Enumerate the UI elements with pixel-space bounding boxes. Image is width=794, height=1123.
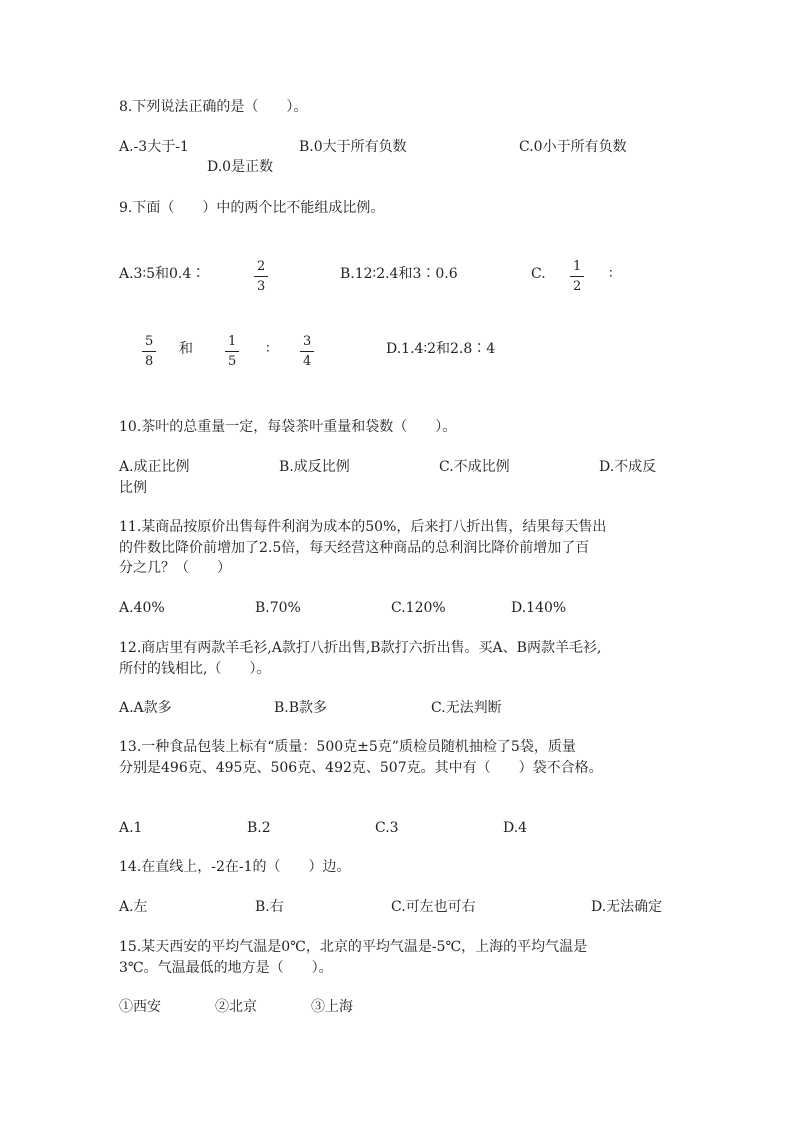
q11-stem-line1: 11.某商品按原价出售每件利润为成本的50%，后来打八折出售，结果每天售出 xyxy=(119,519,607,535)
q14-option-b: B.右 xyxy=(255,899,284,915)
q11-option-c: C.120% xyxy=(391,600,446,616)
q13-stem-line2: 分别是496克、495克、506克、492克、507克。其中有（ ）袋不合格。 xyxy=(119,760,603,776)
q10-option-d-wrap: 比例 xyxy=(119,480,147,496)
fraction-denominator: 2 xyxy=(573,279,582,294)
q9-option-c-label: C. xyxy=(531,266,546,282)
q9-option-b: B.12∶2.4和3∶0.6 xyxy=(340,266,458,282)
q11-option-a: A.40% xyxy=(119,600,165,616)
q13-option-c: C.3 xyxy=(375,820,399,836)
q8-option-c: C.0小于所有负数 xyxy=(519,139,627,155)
fraction-denominator: 3 xyxy=(257,279,266,294)
q9-colon-2: ∶ xyxy=(266,341,270,357)
q9-and-word: 和 xyxy=(179,341,193,357)
fraction-denominator: 4 xyxy=(303,354,312,369)
q8-option-d: D.0是正数 xyxy=(207,159,274,175)
q12-option-b: B.B款多 xyxy=(274,700,328,716)
q9-colon-1: ∶ xyxy=(609,266,613,282)
q8-option-b: B.0大于所有负数 xyxy=(299,139,407,155)
q12-stem-line1: 12.商店里有两款羊毛衫,A款打八折出售,B款打六折出售。买A、B两款羊毛衫, xyxy=(119,640,602,656)
q11-option-d: D.140% xyxy=(511,600,567,616)
q8-stem: 8.下列说法正确的是（ ）。 xyxy=(119,99,308,115)
q10-option-d: D.不成反 xyxy=(599,459,657,475)
q11-option-b: B.70% xyxy=(255,600,301,616)
q15-option-3: ③上海 xyxy=(311,999,353,1015)
fraction-numerator: 5 xyxy=(142,334,156,352)
fraction-denominator: 5 xyxy=(228,354,237,369)
fraction-numerator: 3 xyxy=(300,334,314,352)
q9-fraction-c1 xyxy=(570,259,584,294)
q14-option-a: A.左 xyxy=(119,899,148,915)
q9-fraction-a xyxy=(254,259,268,294)
q14-option-d: D.无法确定 xyxy=(591,899,663,915)
q12-option-a: A.A款多 xyxy=(119,700,172,716)
fraction-denominator: 8 xyxy=(145,354,154,369)
q10-stem: 10.茶叶的总重量一定，每袋茶叶重量和袋数（ ）。 xyxy=(119,419,457,435)
q13-stem-line1: 13.一种食品包装上标有“质量：500克±5克”质检员随机抽检了5袋，质量 xyxy=(119,739,576,755)
q9-stem: 9.下面（ ）中的两个比不能组成比例。 xyxy=(119,200,385,216)
q13-option-d: D.4 xyxy=(503,820,528,836)
q10-option-c: C.不成比例 xyxy=(439,459,510,475)
q15-option-2: ②北京 xyxy=(215,999,257,1015)
q15-stem-line2: 3℃。气温最低的地方是（ ）。 xyxy=(119,960,333,976)
q11-stem-line3: 分之几？（ ） xyxy=(119,560,231,576)
q14-stem: 14.在直线上，-2在-1的（ ）边。 xyxy=(119,859,351,875)
q10-option-a: A.成正比例 xyxy=(119,459,190,475)
q15-option-1: ①西安 xyxy=(119,999,161,1015)
q15-stem-line1: 15.某天西安的平均气温是0℃，北京的平均气温是-5℃，上海的平均气温是 xyxy=(119,939,588,955)
fraction-numerator: 1 xyxy=(225,334,239,352)
q8-option-a: A.-3大于-1 xyxy=(119,139,189,155)
q9-option-a-text: A.3∶5和0.4∶ xyxy=(119,266,206,282)
q9-option-d: D.1.4∶2和2.8∶4 xyxy=(386,341,496,357)
q9-fraction-c3 xyxy=(225,334,239,369)
q10-option-b: B.成反比例 xyxy=(279,459,350,475)
q9-fraction-c2 xyxy=(142,334,156,369)
q12-stem-line2: 所付的钱相比,（ ）。 xyxy=(119,661,271,677)
fraction-numerator: 2 xyxy=(254,259,268,277)
q11-stem-line2: 的件数比降价前增加了2.5倍，每天经营这种商品的总利润比降价前增加了百 xyxy=(119,540,590,556)
fraction-numerator: 1 xyxy=(570,259,584,277)
q14-option-c: C.可左也可右 xyxy=(391,899,476,915)
q12-option-c: C.无法判断 xyxy=(431,700,502,716)
q13-option-b: B.2 xyxy=(247,820,271,836)
q9-fraction-c4 xyxy=(300,334,314,369)
q13-option-a: A.1 xyxy=(119,820,143,836)
